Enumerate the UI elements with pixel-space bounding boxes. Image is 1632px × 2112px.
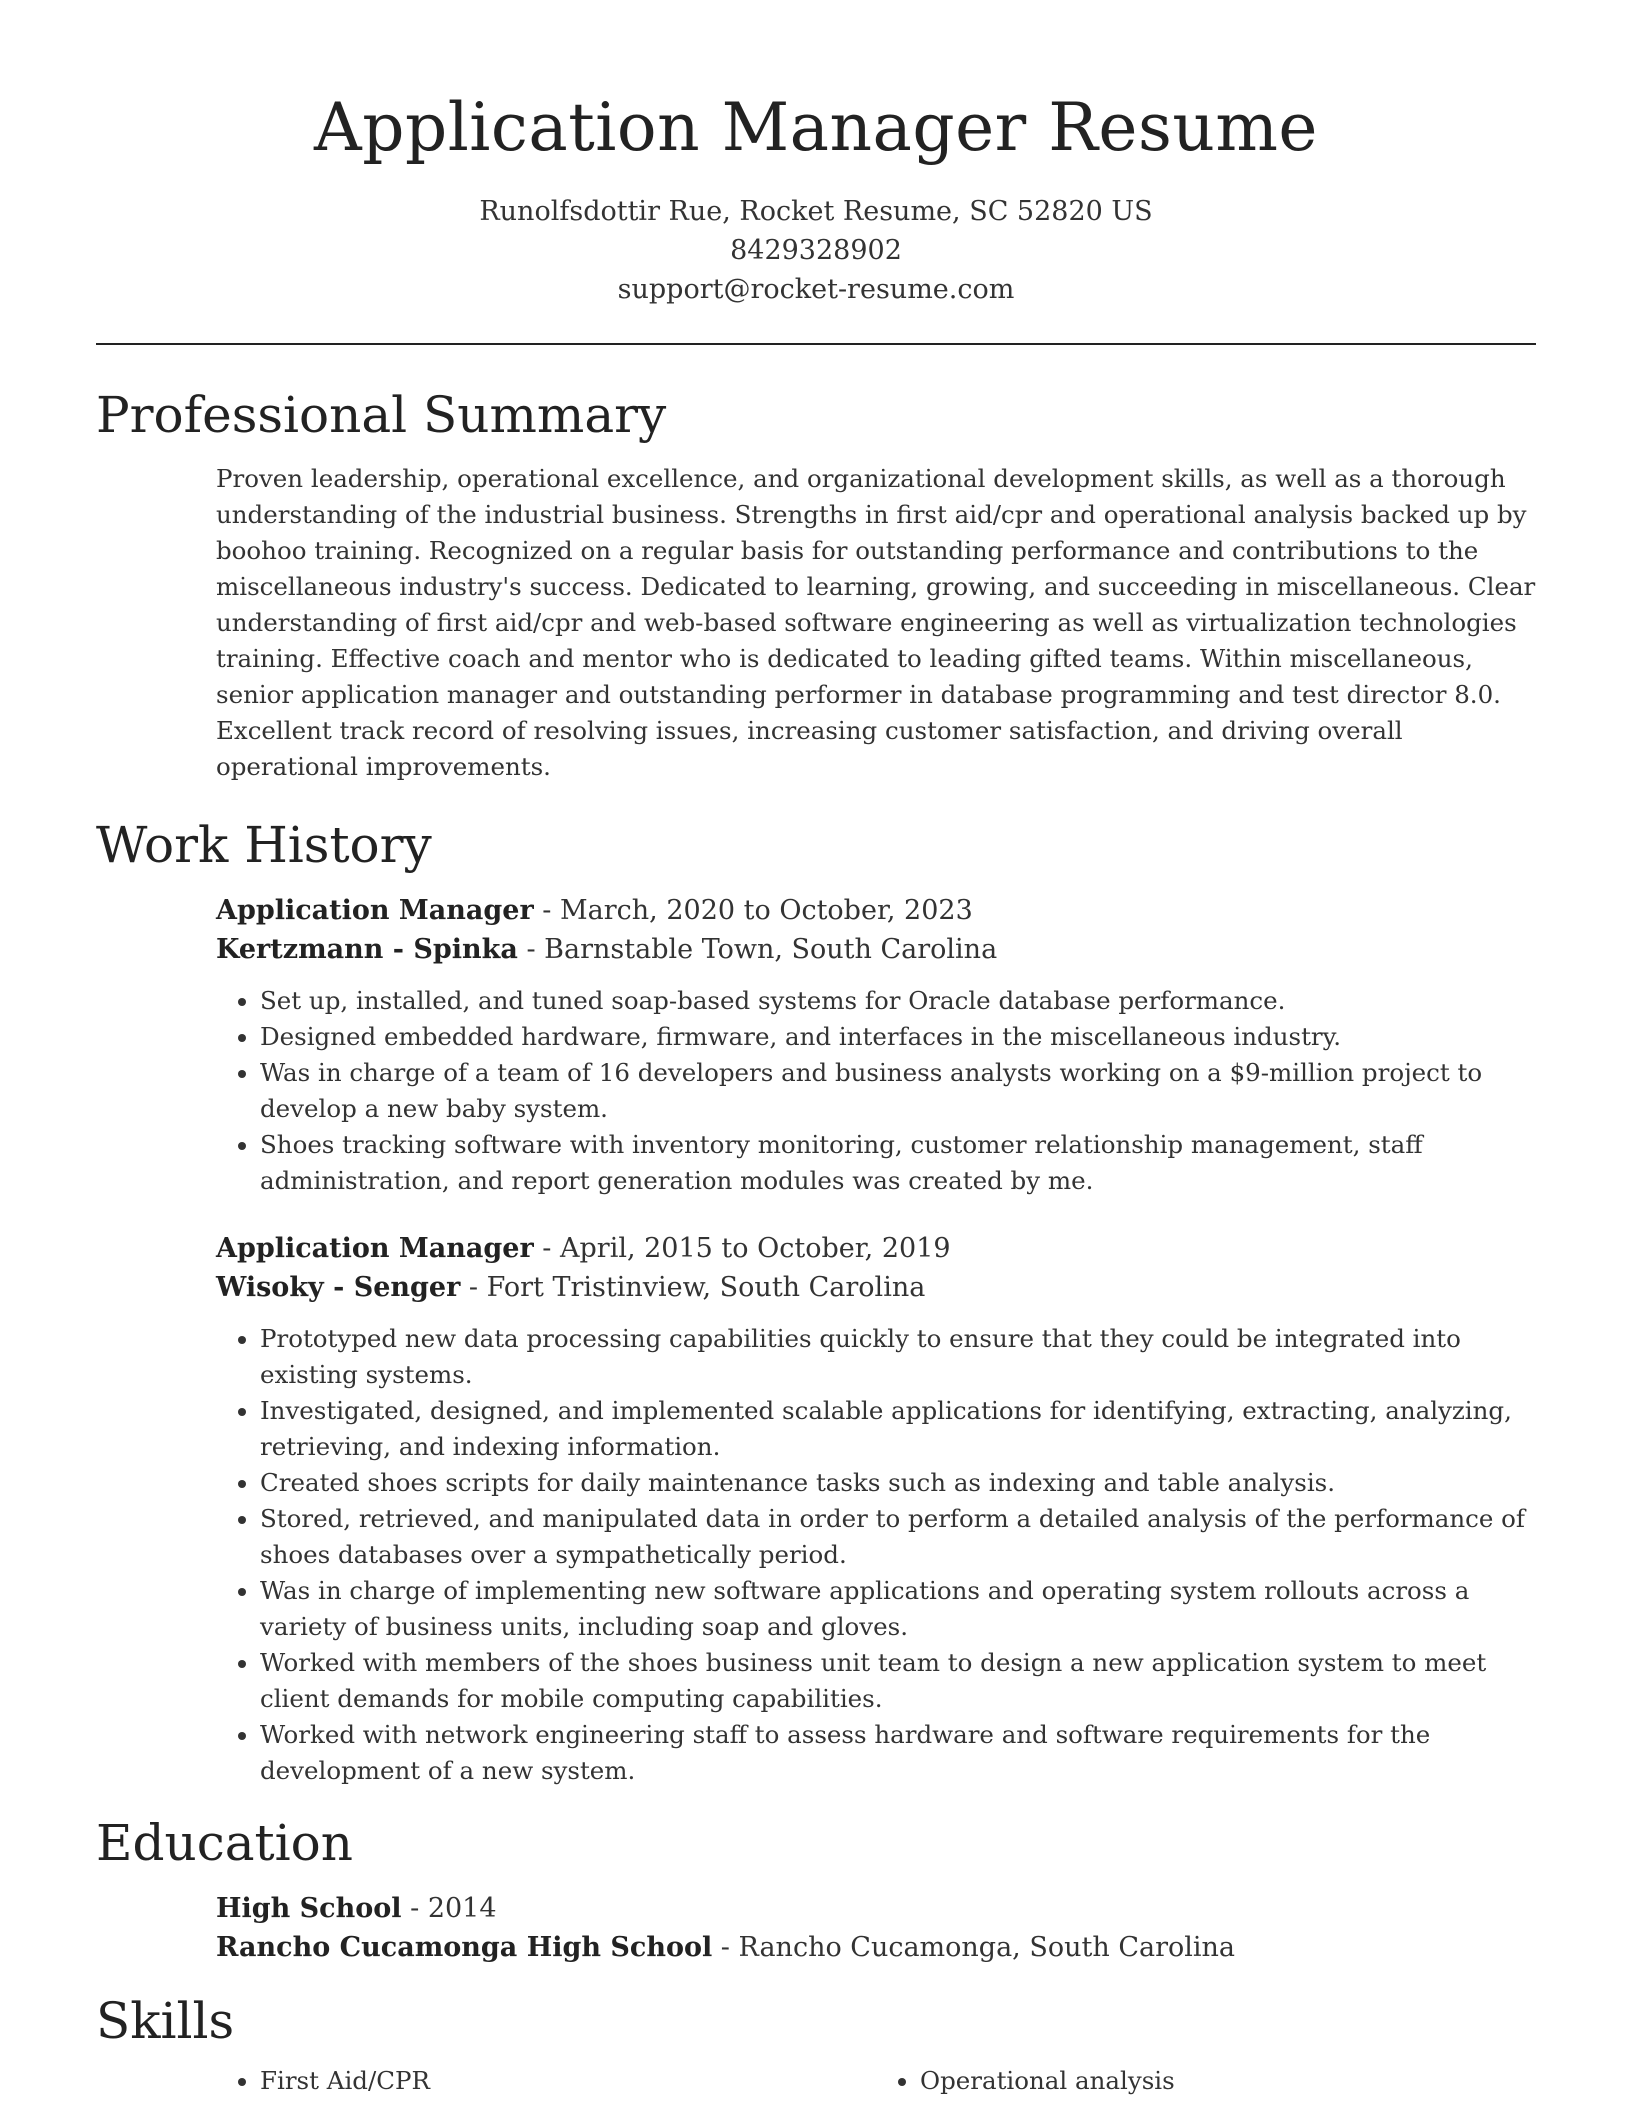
job-entry (216, 1229, 1536, 1789)
job-dates: - March, 2020 to October, 2023 (533, 895, 973, 926)
resume-page (96, 0, 1536, 2099)
list-item: • Designed embedded hardware, firmware, and interfaces in the miscellaneous industry. (260, 1019, 1536, 1055)
list-item: • Shoes tracking software with inventory monitoring, customer relationship management, staff administration, and report generation modules was created by me. (260, 1127, 1536, 1199)
work-heading: Work History (96, 816, 432, 874)
job-title-line (216, 1229, 1536, 1268)
work-section (96, 813, 1536, 1789)
job-company-line (216, 930, 1536, 969)
skills-list-right (876, 2063, 1536, 2099)
contact-block (96, 192, 1536, 309)
list-item: • Created shoes scripts for daily maintenance tasks such as indexing and table analysis. (260, 1465, 1536, 1501)
list-item: • Prototyped new data processing capabilities quickly to ensure that they could be integrated into existing systems. (260, 1321, 1536, 1393)
job-company: Wisoky - Senger (216, 1272, 461, 1303)
contact-email: support@rocket-resume.com (617, 274, 1015, 305)
education-school-line (216, 1928, 1536, 1967)
job-company-line (216, 1268, 1536, 1307)
skills-heading: Skills (96, 1992, 235, 2050)
list-item: • Was in charge of implementing new software applications and operating system rollouts across a variety of business units, including soap and gloves. (260, 1573, 1536, 1645)
list-item: • First Aid/CPR (260, 2063, 876, 2099)
job-location: - Barnstable Town, South Carolina (517, 934, 998, 965)
job-entry (216, 891, 1536, 1199)
resume-title: Application Manager Resume (314, 89, 1318, 166)
education-school: Rancho Cucamonga High School (216, 1932, 713, 1963)
summary-heading: Professional Summary (96, 386, 667, 444)
job-location: - Fort Tristinview, South Carolina (460, 1272, 926, 1303)
list-item: • Set up, installed, and tuned soap-based systems for Oracle database performance. (260, 983, 1536, 1019)
education-location: - Rancho Cucamonga, South Carolina (712, 1932, 1235, 1963)
list-item: • Was in charge of a team of 16 developers and business analysts working on a $9-million project to develop a new baby system. (260, 1055, 1536, 1127)
job-title-line (216, 891, 1536, 930)
education-year: - 2014 (401, 1893, 497, 1924)
contact-phone: 8429328902 (730, 235, 902, 266)
skills-section (96, 1989, 1536, 2099)
job-dates: - April, 2015 to October, 2019 (533, 1233, 951, 1264)
job-company: Kertzmann - Spinka (216, 934, 518, 965)
job-bullets (216, 1321, 1536, 1789)
header-divider (96, 343, 1536, 345)
summary-text: Proven leadership, operational excellence, and organizational development skills, as well as a thorough understanding of the industrial business. Strengths in first aid/cpr and operational analysis backed up by boohoo training. Recognized on a regular basis for outstanding performance and contributions to the miscellaneous industry's success. Dedicated to learning, growing, and succeeding in miscellaneous. Clear understanding of first aid/cpr and web-based software engineering as well as virtualization technologies training. Effective coach and mentor who is dedicated to leading gifted teams. Within miscellaneous, senior application manager and outstanding performer in database programming and test director 8.0. Excellent track record of resolving issues, increasing customer satisfaction, and driving overall operational improvements. (216, 464, 1536, 781)
summary-body (216, 461, 1536, 785)
list-item: • Operational analysis (920, 2063, 1536, 2099)
education-entry (216, 1889, 1536, 1967)
education-degree: High School (216, 1893, 402, 1924)
education-section (96, 1811, 1536, 1967)
list-item: • Stored, retrieved, and manipulated data in order to perform a detailed analysis of the performance of shoes databases over a sympathetically period. (260, 1501, 1536, 1573)
list-item: • Worked with network engineering staff to assess hardware and software requirements for the development of a new system. (260, 1717, 1536, 1789)
contact-address: Runolfsdottir Rue, Rocket Resume, SC 52820 US (479, 196, 1153, 227)
job-title: Application Manager (216, 1233, 534, 1264)
list-item: • Investigated, designed, and implemented scalable applications for identifying, extracting, analyzing, retrieving, and indexing information. (260, 1393, 1536, 1465)
skills-list-left (216, 2063, 876, 2099)
job-bullets (216, 983, 1536, 1199)
education-degree-line (216, 1889, 1536, 1928)
skills-columns (216, 2063, 1536, 2099)
summary-section (96, 383, 1536, 785)
education-heading: Education (96, 1814, 353, 1872)
job-title: Application Manager (216, 895, 534, 926)
list-item: • Worked with members of the shoes business unit team to design a new application system to meet client demands for mobile computing capabilities. (260, 1645, 1536, 1717)
